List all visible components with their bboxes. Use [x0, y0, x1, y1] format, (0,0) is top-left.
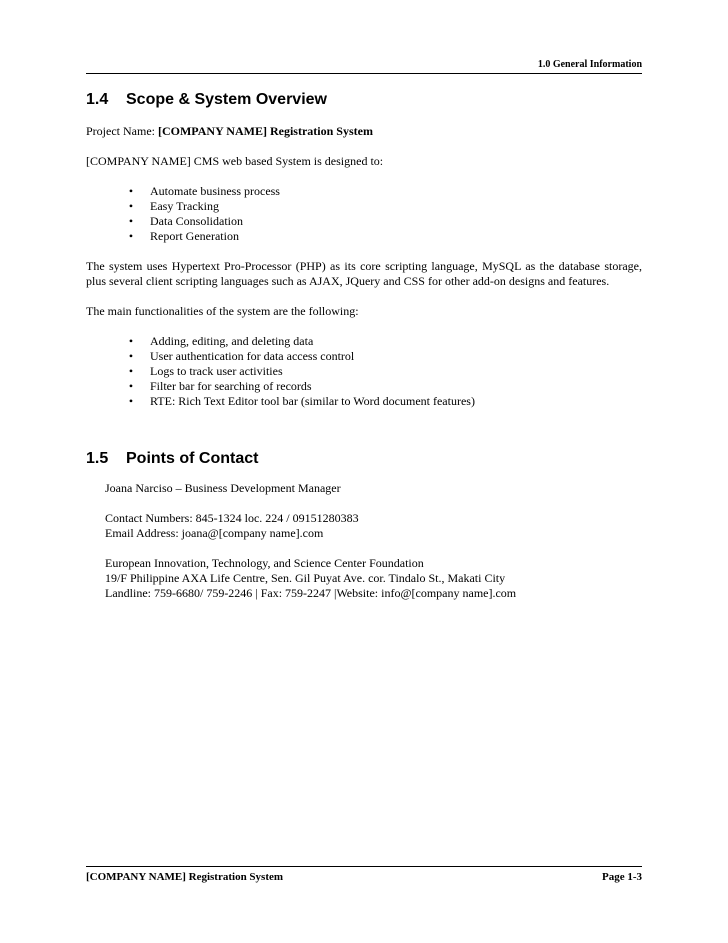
- bullet-icon: •: [128, 184, 134, 198]
- list-item: • User authentication for data access control: [126, 349, 642, 364]
- project-name-line: [86, 124, 642, 139]
- section-1-5-heading: [86, 449, 642, 469]
- bullet-icon: •: [128, 334, 134, 348]
- list-item: • Filter bar for searching of records: [126, 379, 642, 394]
- header-rule: [86, 73, 642, 74]
- section-1-4-heading: [86, 90, 642, 110]
- organization-landline: Landline: 759-6680/ 759-2246 | Fax: 759-2247 |Website: info@[company name].com: [105, 586, 517, 600]
- section-title: Points of Contact: [126, 450, 259, 467]
- list-item: • Automate business process: [126, 184, 642, 199]
- contact-block: [86, 481, 642, 601]
- section-title: Scope & System Overview: [126, 91, 327, 108]
- bullet-icon: •: [128, 349, 134, 363]
- bullet-icon: •: [128, 379, 134, 393]
- list-item: • RTE: Rich Text Editor tool bar (similar to Word document features): [126, 394, 642, 409]
- running-header: 1.0 General Information: [537, 59, 642, 70]
- page-content: [86, 90, 642, 601]
- functionalities-intro: The main functionalities of the system are the following:: [86, 304, 359, 318]
- bullet-icon: •: [128, 364, 134, 378]
- list-item: • Logs to track user activities: [126, 364, 642, 379]
- intro-paragraph: [COMPANY NAME] CMS web based System is designed to:: [86, 154, 384, 168]
- contact-person: Joana Narciso – Business Development Manager: [105, 481, 341, 495]
- bullet-icon: •: [128, 199, 134, 213]
- project-name: [COMPANY NAME] Registration System: [157, 124, 373, 138]
- list-item: • Data Consolidation: [126, 214, 642, 229]
- tech-paragraph: The system uses Hypertext Pro-Processor (PHP) as its core scripting language, MySQL as the database storage, plus several client scripting languages such as AJAX, JQuery and CSS for other add-on designs and features.: [86, 259, 642, 288]
- organization-name: European Innovation, Technology, and Science Center Foundation: [105, 556, 424, 570]
- bullet-icon: •: [128, 229, 134, 243]
- goals-list: [86, 184, 642, 244]
- contact-numbers: Contact Numbers: 845-1324 loc. 224 / 09151280383: [105, 511, 359, 525]
- section-number: 1.5: [86, 450, 109, 467]
- list-item: • Easy Tracking: [126, 199, 642, 214]
- list-item: • Adding, editing, and deleting data: [126, 334, 642, 349]
- section-number: 1.4: [86, 91, 109, 108]
- project-label: Project Name:: [86, 124, 158, 138]
- functionalities-list: [86, 334, 642, 409]
- bullet-icon: •: [128, 394, 134, 408]
- bullet-icon: •: [128, 214, 134, 228]
- list-item: • Report Generation: [126, 229, 642, 244]
- organization-address: 19/F Philippine AXA Life Centre, Sen. Gil Puyat Ave. cor. Tindalo St., Makati City: [105, 571, 506, 585]
- footer-document-title: [COMPANY NAME] Registration System: [86, 871, 284, 883]
- page-number: Page 1-3: [601, 871, 642, 883]
- contact-email: Email Address: joana@[company name].com: [105, 526, 324, 540]
- footer-rule: [86, 866, 642, 867]
